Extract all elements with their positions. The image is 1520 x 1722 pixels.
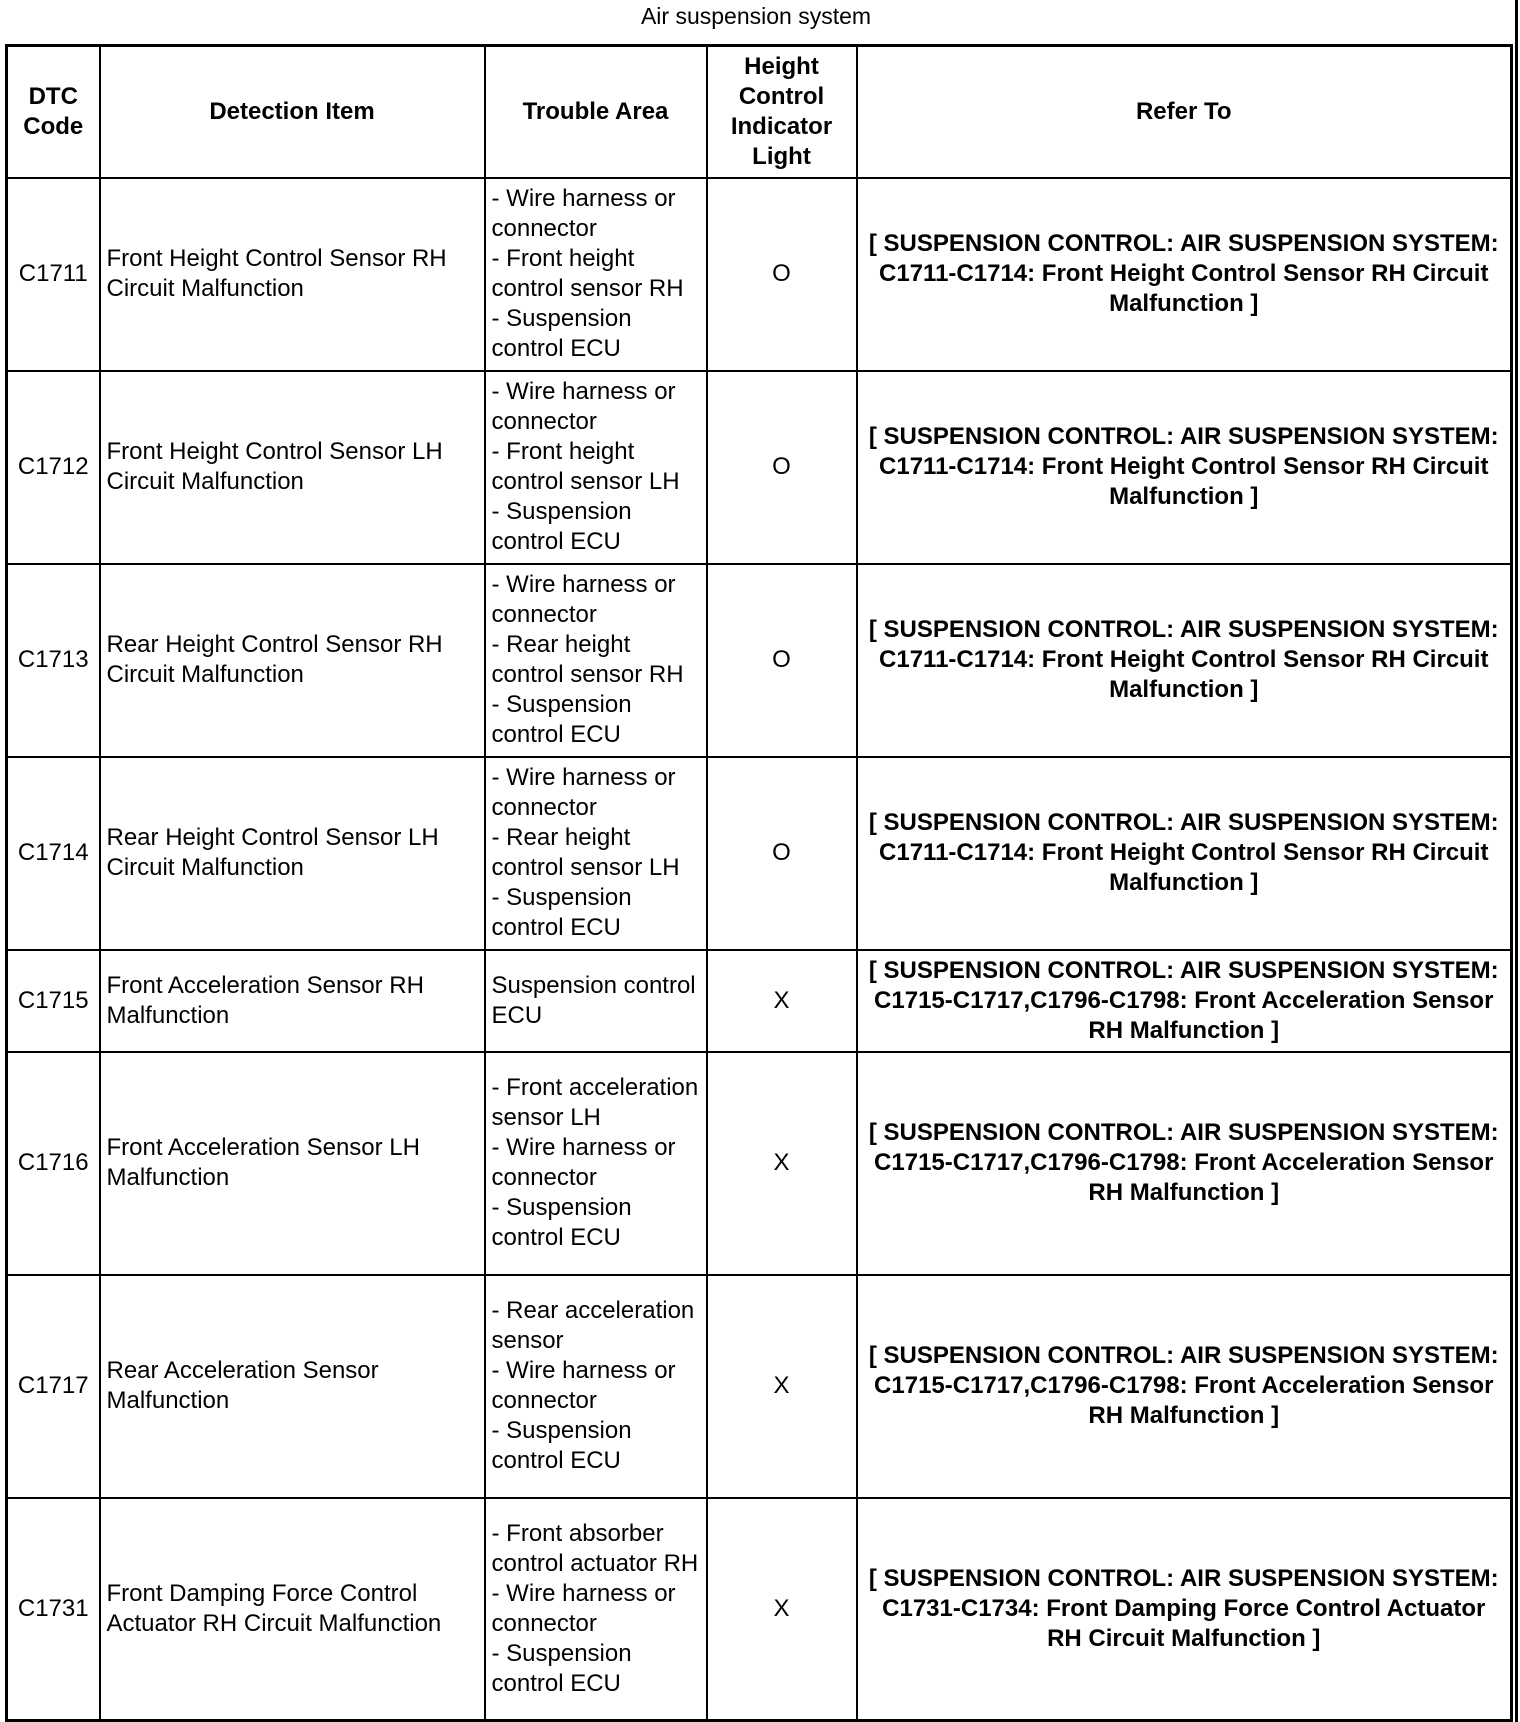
- dtc-code-cell: C1717: [7, 1275, 100, 1498]
- header-refer-to: Refer To: [857, 46, 1512, 178]
- header-indicator-light-line: Control: [738, 82, 825, 110]
- trouble-area-item: - Suspension control ECU: [491, 884, 632, 941]
- dtc-code-cell: C1711: [7, 178, 100, 371]
- indicator-light-cell: X: [707, 950, 857, 1052]
- refer-to-cell: [ SUSPENSION CONTROL: AIR SUSPENSION SYSTEM: C1731-C1734: Front Damping Force Control Actuator RH Circuit Malfunction ]: [857, 1498, 1512, 1721]
- trouble-area-item: - Wire harness or connector: [491, 378, 676, 435]
- trouble-area-item: - Suspension control ECU: [491, 691, 632, 748]
- table-row: [7, 371, 1512, 564]
- trouble-area-cell: [485, 178, 707, 371]
- dtc-code-cell: C1712: [7, 371, 100, 564]
- trouble-area-item: - Suspension control ECU: [491, 1639, 632, 1697]
- indicator-light-cell: O: [707, 178, 857, 371]
- table-caption: Air suspension system: [640, 3, 872, 29]
- table-row: [7, 178, 1512, 371]
- trouble-area-item: - Wire harness or connector: [491, 764, 676, 821]
- header-trouble-area: Trouble Area: [485, 46, 707, 178]
- refer-to-cell: [ SUSPENSION CONTROL: AIR SUSPENSION SYSTEM: C1711-C1714: Front Height Control Sensor RH Circuit Malfunction ]: [857, 178, 1512, 371]
- header-indicator-light-line: Indicator: [730, 112, 833, 140]
- header-dtc-code-line: DTC: [28, 82, 78, 110]
- trouble-area-item: - Wire harness or connector: [491, 571, 676, 628]
- header-indicator-light: [707, 46, 857, 178]
- trouble-area-item: - Rear height control sensor LH: [491, 824, 680, 881]
- table-row: [7, 564, 1512, 757]
- trouble-area-item: - Wire harness or connector: [491, 1134, 676, 1191]
- dtc-code-cell: C1716: [7, 1052, 100, 1275]
- trouble-area-cell: [485, 564, 707, 757]
- header-indicator-light-line: Height: [744, 52, 819, 80]
- refer-to-cell: [ SUSPENSION CONTROL: AIR SUSPENSION SYSTEM: C1715-C1717,C1796-C1798: Front Acceleration Sensor RH Malfunction ]: [857, 1275, 1512, 1498]
- header-dtc-code: [7, 46, 100, 178]
- detection-item-cell: Rear Height Control Sensor LH Circuit Malfunction: [100, 757, 485, 950]
- page-edge-rule: [1515, 0, 1518, 1722]
- refer-to-cell: [ SUSPENSION CONTROL: AIR SUSPENSION SYSTEM: C1711-C1714: Front Height Control Sensor RH Circuit Malfunction ]: [857, 371, 1512, 564]
- refer-to-cell: [ SUSPENSION CONTROL: AIR SUSPENSION SYSTEM: C1715-C1717,C1796-C1798: Front Acceleration Sensor RH Malfunction ]: [857, 1052, 1512, 1275]
- indicator-light-cell: X: [707, 1275, 857, 1498]
- detection-item-cell: Rear Height Control Sensor RH Circuit Malfunction: [100, 564, 485, 757]
- indicator-light-cell: O: [707, 564, 857, 757]
- trouble-area-item: - Suspension control ECU: [491, 1194, 632, 1251]
- trouble-area-cell: [485, 1275, 707, 1498]
- indicator-light-cell: O: [707, 371, 857, 564]
- indicator-light-cell: X: [707, 1052, 857, 1275]
- trouble-area-cell: [485, 1498, 707, 1721]
- trouble-area-cell: [485, 950, 707, 1052]
- trouble-area-item: - Rear height control sensor RH: [491, 631, 684, 688]
- dtc-code-cell: C1713: [7, 564, 100, 757]
- dtc-code-cell: C1714: [7, 757, 100, 950]
- table-row: [7, 757, 1512, 950]
- table-row: [7, 1052, 1512, 1275]
- detection-item-cell: Front Acceleration Sensor RH Malfunction: [100, 950, 485, 1052]
- trouble-area-item: - Wire harness or connector: [491, 1357, 676, 1414]
- indicator-light-cell: O: [707, 757, 857, 950]
- refer-to-cell: [ SUSPENSION CONTROL: AIR SUSPENSION SYSTEM: C1711-C1714: Front Height Control Sensor RH Circuit Malfunction ]: [857, 757, 1512, 950]
- trouble-area-item: - Suspension control ECU: [491, 305, 632, 362]
- table-row: [7, 1275, 1512, 1498]
- trouble-area-item: - Wire harness or connector: [491, 185, 676, 242]
- trouble-area-item: Suspension control ECU: [491, 971, 696, 1029]
- refer-to-cell: [ SUSPENSION CONTROL: AIR SUSPENSION SYSTEM: C1711-C1714: Front Height Control Sensor RH Circuit Malfunction ]: [857, 564, 1512, 757]
- table-row: [7, 950, 1512, 1052]
- trouble-area-item: - Suspension control ECU: [491, 498, 632, 555]
- trouble-area-item: - Front height control sensor RH: [491, 245, 684, 302]
- indicator-light-cell: X: [707, 1498, 857, 1721]
- dtc-code-cell: C1715: [7, 950, 100, 1052]
- header-detection-item: Detection Item: [100, 46, 485, 178]
- header-indicator-light-line: Light: [752, 142, 811, 170]
- trouble-area-item: - Front absorber control actuator RH: [491, 1519, 699, 1577]
- dtc-table: [5, 44, 1513, 1722]
- trouble-area-item: - Wire harness or connector: [491, 1579, 676, 1637]
- table-header-row: [7, 46, 1512, 178]
- detection-item-cell: Rear Acceleration Sensor Malfunction: [100, 1275, 485, 1498]
- detection-item-cell: Front Height Control Sensor LH Circuit Malfunction: [100, 371, 485, 564]
- detection-item-cell: Front Acceleration Sensor LH Malfunction: [100, 1052, 485, 1275]
- trouble-area-cell: [485, 1052, 707, 1275]
- detection-item-cell: Front Damping Force Control Actuator RH Circuit Malfunction: [100, 1498, 485, 1721]
- trouble-area-item: - Suspension control ECU: [491, 1417, 632, 1474]
- dtc-code-cell: C1731: [7, 1498, 100, 1721]
- table-row: [7, 1498, 1512, 1721]
- detection-item-cell: Front Height Control Sensor RH Circuit Malfunction: [100, 178, 485, 371]
- trouble-area-item: - Front height control sensor LH: [491, 438, 680, 495]
- header-dtc-code-line: Code: [23, 112, 84, 140]
- trouble-area-item: - Rear acceleration sensor: [491, 1297, 695, 1354]
- trouble-area-cell: [485, 371, 707, 564]
- trouble-area-item: - Front acceleration sensor LH: [491, 1074, 699, 1131]
- trouble-area-cell: [485, 757, 707, 950]
- refer-to-cell: [ SUSPENSION CONTROL: AIR SUSPENSION SYSTEM: C1715-C1717,C1796-C1798: Front Acceleration Sensor RH Malfunction ]: [857, 950, 1512, 1052]
